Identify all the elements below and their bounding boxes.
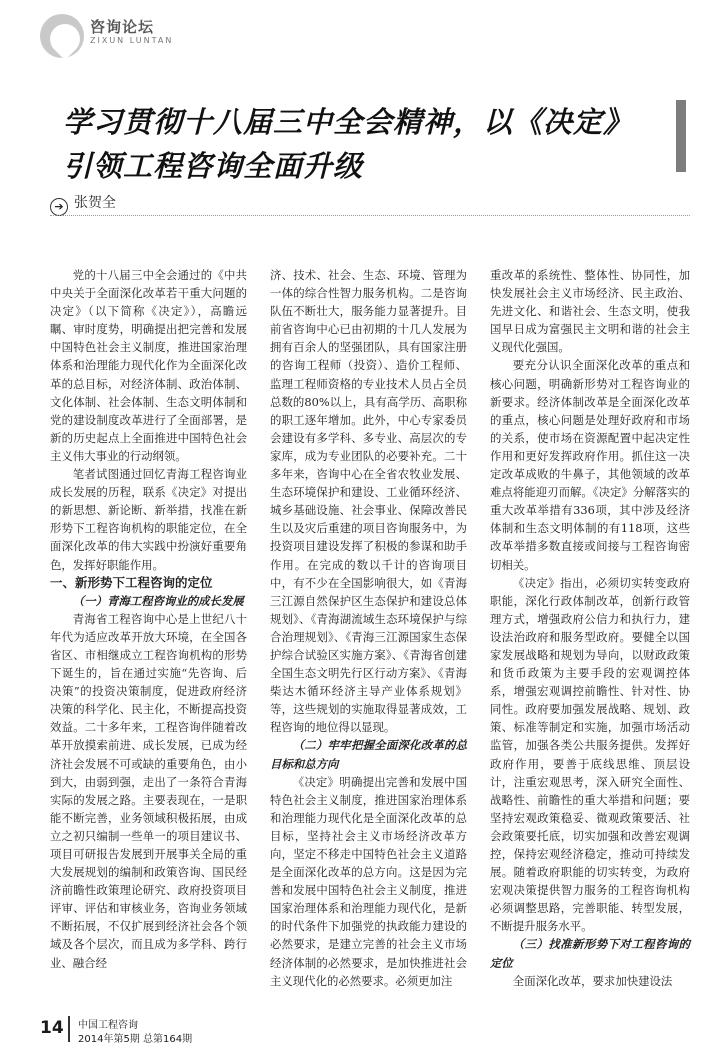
paragraph: 全面深化改革，要求加快建设法	[512, 973, 673, 988]
issue-info: 2014年第5期 总第164期	[78, 1034, 193, 1045]
author-name: 张贺全	[74, 195, 116, 211]
dotted-divider	[50, 215, 690, 216]
author-line	[50, 192, 116, 216]
paragraph: 济、技术、社会、生态、环境、管理为一体的综合性智力服务机构。二是咨询队伍不断壮大，服务能力显著提升。目前省咨询中心已由初期的十几人发展为拥有百余人的坚强团队，具有国家注册的咨询工程师（投资）、造价工程师、监理工程师资格的专业技术人员占全员总数的80%以上，具有高学历、高职称的职工逐年增加。此外，中心专家委员会建设有多学科、多专业、高层次的专家库，成为专业团队的必要补充。二十多年来，咨询中心在全省农牧业发展、生态环境保护和建设、工业循环经济、城乡基础设施、社会事业、保障改善民生以及灾后重建的项目咨询服务中，为投资项目建设发挥了积极的参谋和助手作用。在完成的数以千计的咨询项目中，有不少在全国影响很大，如《青海三江源自然保护区生态保护和建设总体规划》、《青海湖流域生态环境保护与综合治理规划》、《青海三江源国家生态保护综合试验区实施方案》、《青海省创建全国生态文明先行区行动方案》、《青海柴达木循环经济主导产业体系规划》等，这些规划的实施取得显著成效，工程咨询的地位得以显现。	[270, 268, 467, 735]
paragraph: 《决定》指出，必须切实转变政府职能，深化行政体制改革，创新行政管理方式，增强政府公信力和执行力，建设法治政府和服务型政府。要健全以国家发展战略和规划为导向，以财政政策和货币政策为主要手段的宏观调控体系，增强宏观调控前瞻性、针对性、协同性。政府要加强发展战略、规划、政策、标准等制定和实施，加强市场活动监管，加强各类公共服务提供。发挥好政府作用，要善于底线思维、顶层设计，注重宏观思考，深入研究全面性、战略性、前瞻性的重大举措和问题；要坚持宏观政策稳妥、微观政策要活、社会政策要托底，切实加强和改善宏观调控，保持宏观经济稳定，推动可持续发展。随着政府职能的切实转变，为政府宏观决策提供智力服务的工程咨询机构必须调整思路，完善职能、转型发展，不断提升服务水平。	[490, 575, 690, 934]
journal-name: 中国工程咨询	[78, 1020, 138, 1031]
paragraph: 要充分认识全面深化改革的重点和核心问题，明确新形势对工程咨询业的新要求。经济体制改革是全面深化改革的重点，核心问题是处理好政府和市场的关系，使市场在资源配置中起决定性作用和更好发挥政府作用。抓住这一决定改革成败的牛鼻子，其他领域的改革难点将能迎刃而解。《决定》分解落实的重大改革举措有336项，其中涉及经济体制和生态文明体制的有118项，这些改革举措多数直接或间接与工程咨询密切相关。	[490, 358, 690, 572]
subsection-heading: （一）青海工程咨询业的成长发展	[72, 593, 244, 608]
arrow-circle-icon: ➔	[50, 198, 68, 216]
paragraph: 《决定》明确提出完善和发展中国特色社会主义制度，推进国家治理体系和治理能力现代化是全面深化改革的总目标，坚持社会主义市场经济改革方向，坚定不移走中国特色社会主义道路是全面深化改革的总方向。这是因为完善和发展中国特色社会主义制度，推进国家治理体系和治理能力现代化，是新的时代条件下加强党的执政能力建设的必然要求，是建立完善的社会主义市场经济体制的必然要求，是加快推进社会主义现代化的必然要求。必须更加注	[270, 774, 467, 988]
section-title: 咨询论坛	[90, 18, 155, 36]
article-title-line1: 学习贯彻十八届三中全会精神，以《决定》	[63, 105, 634, 139]
section-heading: 一、新形势下工程咨询的定位	[50, 574, 213, 590]
column-1	[50, 266, 247, 972]
section-header	[40, 8, 240, 58]
section-logo-icon	[40, 14, 84, 58]
paragraph: 重改革的系统性、整体性、协同性，加快发展社会主义市场经济、民主政治、先进文化、和谐社会、生态文明，使我国早日成为富强民主文明和谐的社会主义现代化强国。	[490, 268, 690, 355]
section-subtitle: ZIXUN LUNTAN	[90, 36, 174, 45]
article-title-line2: 引领工程咨询全面升级	[63, 149, 364, 183]
paragraph: 青海省工程咨询中心是上世纪八十年代为适应改革开放大环境，在全国各省区、市相继成立工程咨询机构的形势下诞生的，旨在通过实施“先咨询、后决策”的投资决策制度，促进政府经济决策的科学化、民主化，不断提高投资效益。二十多年来，工程咨询伴随着改革开放摸索前进、成长发展，已成为经济社会发展不可或缺的重要角色，由小到大，由弱到强，走出了一条符合青海实际的发展之路。主要表现在，一是职能不断完善，业务领域积极拓展，由成立之初只编制一些单一的项目建议书、项目可研报告发展到开展事关全局的重大发展规划的编制和政策咨询、国民经济前瞻性政策理论研究、政府投资项目评审、评估和审核业务，咨询业务领域不断拓展，不仅扩展到经济社会各个领域及各个层次，而且成为多学科、跨行业、融合经	[50, 611, 247, 970]
article-title	[63, 100, 653, 188]
subsection-heading: （三）找准新形势下对工程咨询的定位	[490, 937, 690, 970]
column-3	[490, 266, 690, 990]
title-accent-bar	[676, 100, 686, 172]
page-number: 14	[40, 1018, 64, 1038]
paragraph: 笔者试图通过回忆青海工程咨询业成长发展的历程，联系《决定》对提出的新思想、新论断、新举措，找准在新形势下工程咨询机构的职能定位，在全面深化改革的伟大实践中扮演好重要角色，发挥好职能作用。	[50, 467, 247, 572]
paragraph: 党的十八届三中全会通过的《中共中央关于全面深化改革若干重大问题的决定》（以下简称《决定》），高瞻远瞩、审时度势，明确提出把完善和发展中国特色社会主义制度，推进国家治理体系和治理能力现代化作为全面深化改革的总目标，对经济体制、政治体制、文化体制、社会体制、生态文明体制和党的建设制度改革进行了全面部署，是新的历史起点上全面推进中国特色社会主义伟大事业的行动纲领。	[50, 268, 247, 463]
column-2	[270, 266, 467, 990]
footer-divider	[68, 1016, 70, 1042]
subsection-heading: （二）牢牢把握全面深化改革的总目标和总方向	[270, 738, 467, 771]
